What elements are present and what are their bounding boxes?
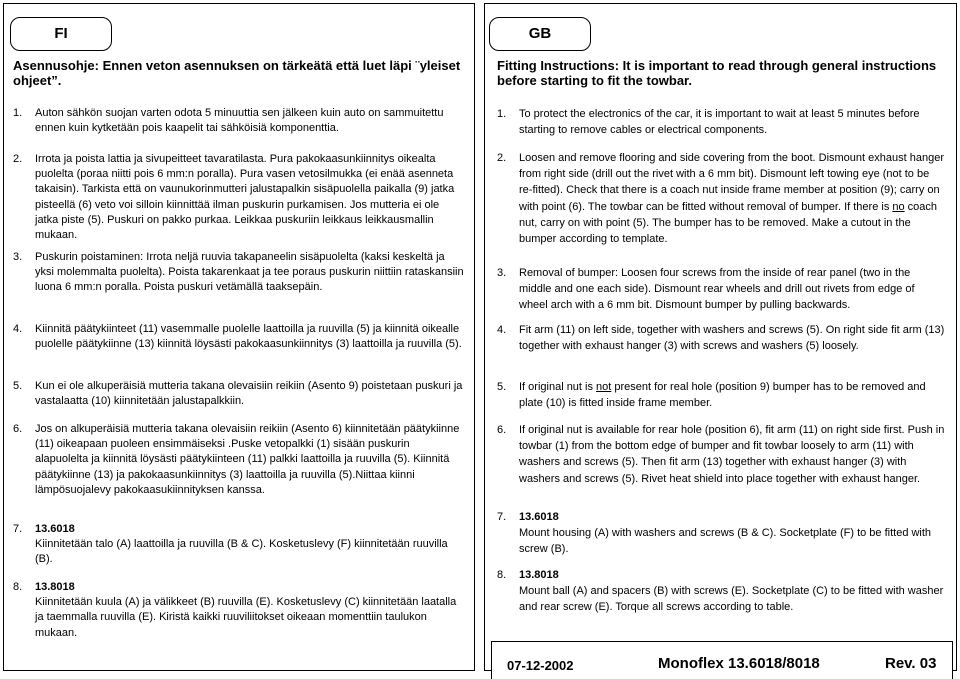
item-number: 4. — [13, 323, 23, 335]
underlined-word: not — [596, 381, 612, 393]
item-text: If original nut is — [519, 381, 597, 393]
item-number: 8. — [13, 581, 23, 593]
revision-label: Rev. 03 — [885, 655, 937, 672]
item-text: Loosen and remove flooring and side covering from the boot. Dismount exhaust hanger from right side (drill out the rivet with a 6 mm bit). Dismount left towing eye (not to be re-fitted). Check that there is a coach nut inside frame member at position (9); carry on with point (6). The towbar can be fitted without removal of bumper. If there is — [519, 152, 944, 213]
instruction-fi-1 — [13, 106, 465, 136]
product-model: Monoflex 13.6018/8018 — [658, 655, 820, 672]
item-text: Mount housing (A) with washers and screws (B & C). Socketplate (F) to be fitted with screw (B). — [519, 527, 932, 556]
language-label-gb: GB — [489, 17, 591, 51]
title-block — [491, 641, 953, 679]
item-text: Irrota ja poista lattia ja sivupeitteet tavaratilasta. Pura pakokaasunkiinnitys oikealta puolelta (poraa niitti pois 6 mm:n poralla). Pura vasen vetosilmukka (ei enää asenneta takaisin). Tarkista että on vaunukorinmutteri jalustapalkin sisäpuolella paikalla (9) jatka pisteellä (6) veto voi silloin kiinnittää ilman puskurin purkamisen. Jos mutteria ei ole jatka piste (5). Puskuri on pakko purkaa. Leikkaa puskuriin leikkaus leikkausmallin mukaan. — [35, 153, 455, 242]
item-number: 8. — [497, 569, 507, 581]
heading-fi: Asennusohje: Ennen veton asennuksen on tärkeätä että luet läpi ¨yleiset ohjeet”. — [13, 58, 461, 88]
item-number: 6. — [13, 423, 23, 435]
instruction-gb-5 — [497, 379, 945, 411]
instruction-fi-4 — [13, 322, 465, 352]
item-text: Removal of bumper: Loosen four screws from the inside of rear panel (two in the middle and one each side). Dismount rear wheels and drill out rivets from edge of wheel arch with a 6 mm bit. Dismount bumper by pulling backwards. — [519, 267, 915, 312]
item-text: Auton sähkön suojan varten odota 5 minuuttia sen jälkeen kuin auto on sammuitettu ennen kuin kytketään pois kaapelit tai sähköisiä komponenttia. — [35, 107, 444, 135]
item-number: 2. — [13, 153, 23, 165]
instruction-fi-2 — [13, 152, 465, 243]
underlined-word: no — [892, 200, 905, 213]
instruction-gb-3 — [497, 265, 945, 314]
item-number: 5. — [13, 380, 23, 392]
item-number: 3. — [497, 267, 507, 279]
instruction-fi-8 — [13, 580, 465, 641]
item-text: Mount ball (A) and spacers (B) with screws (E). Socketplate (C) to be fitted with washer and rear screw (E). Torque all screws according to table. — [519, 585, 944, 614]
model-code: 13.8018 — [35, 581, 75, 593]
item-text: Fit arm (11) on left side, together with washers and screws (5). On right side fit arm (13) together with exhaust hanger (3) with screws and washers (5) loosely. — [519, 324, 945, 353]
document-date: 07-12-2002 — [507, 658, 574, 673]
model-code: 13.8018 — [519, 569, 559, 581]
item-number: 3. — [13, 251, 23, 263]
instruction-gb-7 — [497, 509, 945, 558]
instruction-gb-4 — [497, 322, 945, 354]
item-number: 2. — [497, 152, 507, 164]
item-text: Puskurin poistaminen: Irrota neljä ruuvia takapaneelin sisäpuolelta (kaksi keskeltä ja yksi molemmalta puolelta). Poista takarenkaat ja tee poraus puskurin niittiin rataskansiin luona 6 mm:n poralla. Poista puskuri vetämällä taaksepäin. — [35, 251, 464, 294]
instruction-fi-3 — [13, 250, 465, 296]
item-text: Kiinnitetään talo (A) laattoilla ja ruuvilla (B & C). Kosketuslevy (F) kiinnitetään ruuvilla (B). — [35, 538, 448, 566]
instruction-fi-7 — [13, 522, 465, 568]
item-number: 1. — [13, 107, 23, 119]
language-label-fi: FI — [10, 17, 112, 51]
item-text: To protect the electronics of the car, it is important to wait at least 5 minutes before starting to remove cables or electrical components. — [519, 108, 920, 137]
item-number: 1. — [497, 108, 507, 120]
item-text: If original nut is available for rear hole (position 6), fit arm (11) on right side first. Push in towbar (1) from the bottom edge of bumper and fit towbar loosely to arm (11) with washers and screws (5). Then fit arm (13) together with exhaust hanger (3) with washers and screws (5). Rivet heat shield into place together with exhaust hanger. — [519, 424, 945, 485]
heading-gb: Fitting Instructions: It is important to read through general instructions before starting to fit the towbar. — [497, 58, 937, 88]
item-text: Kiinnitä päätykiinteet (11) vasemmalle puolelle laattoilla ja ruuvilla (5) ja kiinnitä oikealle puolelle päätykiinne (13) kiinnitä löysästi pakokaasunkiinnitys (3) laattoilla ja ruuvilla (5). — [35, 323, 462, 351]
model-code: 13.6018 — [35, 523, 75, 535]
item-text: present for real hole (position 9) bumper has to be removed and plate (10) is fitted inside frame member. — [519, 381, 926, 410]
item-text: Kiinnitetään kuula (A) ja välikkeet (B) ruuvilla (E). Kosketuslevy (C) kiinnitetään laatalla ja taemmalla ruuvilla (E). Kiristä kaikki ruuviliitokset oikeaan momenttiin taulukon mukaan. — [35, 596, 457, 639]
item-number: 6. — [497, 424, 507, 436]
instruction-gb-6 — [497, 422, 945, 487]
instruction-gb-2 — [497, 150, 945, 247]
item-number: 4. — [497, 324, 507, 336]
item-number: 7. — [13, 523, 23, 535]
instruction-fi-5 — [13, 379, 465, 409]
instruction-fi-6 — [13, 422, 465, 498]
finnish-panel — [3, 3, 475, 671]
item-text: Jos on alkuperäisiä mutteria takana olevaisiin reikiin (Asento 6) kiinnitetään päätykiinne (11) oikeapaan puoleen ensimmäiseksi .Puske vetopalkki (1) sisään puskurin alapuolelta ja kiinnitä löysästi päätykiinteen (11) palkki laattoilla ja ruuvilla (5). Kiinnitä päätykiinne (13) ja pakokaasunkiinnitys (3) laattoilla ja ruuvilla (5).Niittaa kiinni lämpösuojalevy pakokaasukiinnityksen kanssa. — [35, 423, 460, 496]
model-code: 13.6018 — [519, 511, 559, 523]
item-text: coach nut, carry on with point (5). The bumper has to be removed. Make a cutout in the bumper according to template. — [519, 200, 938, 246]
item-text: Kun ei ole alkuperäisiä mutteria takana olevaisiin reikiin (Asento 9) poistetaan puskuri ja vastalaatta (10) kiinnitetään jalustapalkkiin. — [35, 380, 463, 408]
item-number: 7. — [497, 511, 507, 523]
item-number: 5. — [497, 381, 507, 393]
instruction-gb-8 — [497, 567, 945, 616]
english-panel — [484, 3, 957, 671]
instruction-gb-1 — [497, 106, 945, 138]
